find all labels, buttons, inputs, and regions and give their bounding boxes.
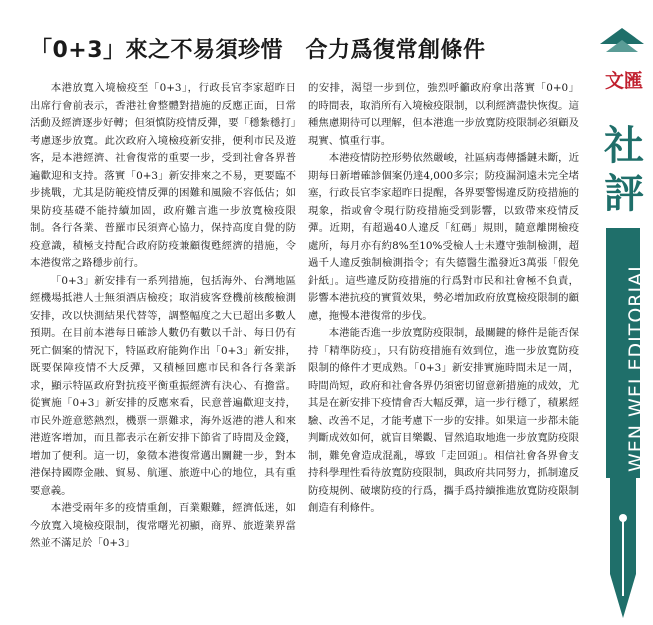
paragraph: 本港能否進一步放寬防疫限制，最關鍵的條件是能否保持「精準防疫」，只有防疫措施有效到位，進一步放寬防疫限制的條件才更成熟。「0+3」新安排實施時間未足一周，時間尚短，政府和社會各界仍須密切留意新措施的成效，尤其是在新安排下疫情會否大幅反彈，這一步行穩了，積累經驗、改善不足，才能考慮下一步的安排。如果這一步都未能判斷成效如何，就盲目樂觀、冒然追取地進一步放寬防疫限制，難免會造成混亂，導致「走回頭」。相信社會各界會支持科學理性看待放寬防疫限制，與政府共同努力，抓制違反防疫規例、破壞防疫的行爲，攜手爲持續推進放寬防疫限制創造有利條件。 — [308, 327, 579, 514]
ribbon-label: WEN WEI EDITORIAL — [625, 260, 647, 472]
section-title: 社評 — [604, 122, 644, 217]
article-column-left — [30, 80, 296, 553]
paragraph: 本港疫情防控形勢依然嚴峻，社區病毒傳播鏈未斷，近期每日新增確診個案仍達4,000多宗；防疫漏洞遠未完全堵塞，行政長官李家超昨日提醒，各界要警惕違反防疫措施的現象，指或會令現行防疫措施受到影響，以致帶來疫情反彈。近期，有超過40人違反「紅碼」規則，隨意離開檢疫處所，每月亦有約8%至10%受檢人士未遵守強制檢測，超過千人違反強制檢測指令；有失德醫生濫發近3萬張「假免針紙」。這些違反防疫措施的行爲對市民和社會極不負責，影響本港抗疫的實質效果，勢必增加政府放寬檢疫限制的顧慮，拖慢本港復常的步伐。 — [308, 152, 579, 322]
paragraph: 本港放寬入境檢疫至「0+3」，行政長官李家超昨日出席行會前表示，香港社會整體對措施的反應正面，日常活動及經濟逐步好轉；但須慎防疫情反彈，要「穩紮穩打」考慮逐步放寬。此次政府入境檢疫新安排，便利市民及遊客，是本港經濟、社會復常的重要一步，受到社會各界普遍歡迎和支持。落實「0+3」新安排來之不易，更要臨不步挑戰，尤其是防範疫情反彈的困難和風險不容低估；如果防疫基礎不能持續加固，政府難言進一步放寬檢疫限制。各行各業、普羅市民須齊心協力，保持高度自覺的防疫意識，積極支持配合政府防疫兼顧復甦經濟的措施，令本港復常之路穩步前行。 — [30, 82, 296, 269]
brand-name: 文匯 — [604, 70, 643, 92]
masthead-ornament — [590, 0, 653, 60]
paragraph-continued: 的安排，渴望一步到位，強烈呼籲政府拿出落實「0+0」的時間表，取消所有入境檢疫限制，以利經濟盡快恢復。這種焦慮期待可以理解，但本港進一步放寬防疫限制必須顧及現實、慎重行事。 — [308, 82, 579, 147]
article-column-right — [308, 80, 579, 518]
editorial-ribbon — [606, 228, 647, 478]
pen-nib-icon — [610, 478, 636, 618]
paragraph: 本港受兩年多的疫情重創，百業艱難，經濟低迷，如今放寬入境檢疫限制，復常曙光初顯，商界、旅遊業界當然並不滿足於「0+3」 — [30, 502, 296, 549]
headline: 「0+3」來之不易須珍惜 合力爲復常創條件 — [30, 38, 486, 63]
masthead-sidebar — [590, 0, 653, 625]
paragraph: 「0+3」新安排有一系列措施，包括海外、台灣地區經機場抵港人士無須酒店檢疫；取消疲客登機前核酸檢測安排，改以快測結果代替等，調整幅度之大已超出多數人預期。在目前本港每日確診人數仍有數以千計、每日仍有死亡個案的情況下，特區政府能夠作出「0+3」新安排，既要保障疫情不大反彈，又積極回應市民和各行各業訴求，顯示特區政府對抗疫平衡重振經濟有決心、有擔當。從實施「0+3」新安排的反應來看，民意普遍歡迎支持，市民外遊意慾熱烈，機票一票難求，海外返港的港人和來港遊客增加，而且都表示在新安排下節省了時間及金錢，增加了便利。這一切，象徵本港復常邁出關鍵一步，對本港保持國際金融、貿易、航運、旅遊中心的地位，具有重要意義。 — [30, 274, 296, 497]
